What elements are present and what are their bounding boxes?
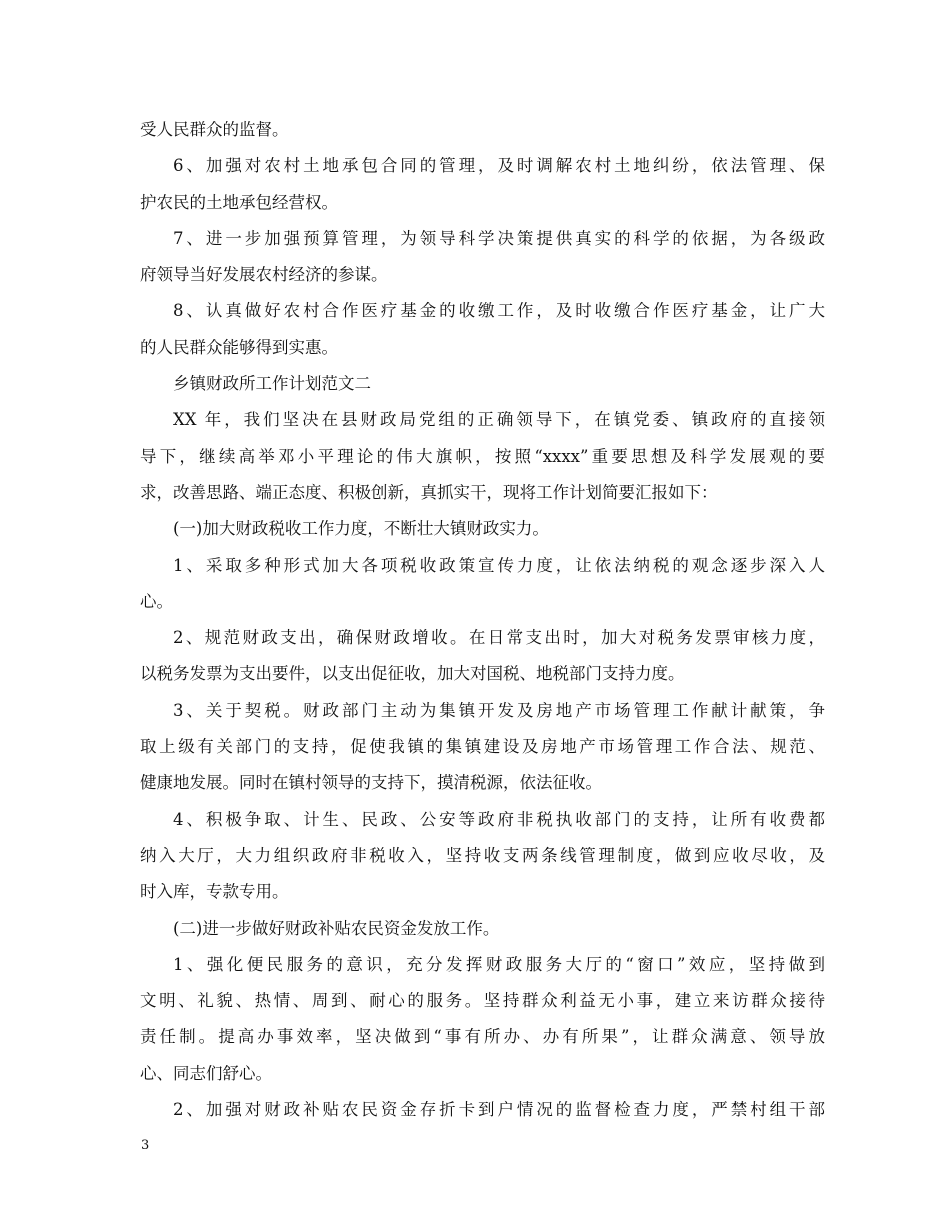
text-line: 6、加强对农村土地承包合同的管理，及时调解农村土地纠纷，依法管理、保 (173, 156, 825, 176)
text-line: 受人民群众的监督。 (140, 120, 289, 139)
text-line: 7、进一步加强预算管理，为领导科学决策提供真实的科学的依据，为各级政 (173, 228, 825, 248)
text-line: 2、加强对财政补贴农民资金存折卡到户情况的监督检查力度，严禁村组干部 (173, 1100, 825, 1120)
text-line: 1、采取多种形式加大各项税收政策宣传力度，让依法纳税的观念逐步深入人 (173, 555, 825, 575)
text-line: 健康地发展。同时在镇村领导的支持下，摸清税源，依法征收。 (140, 773, 602, 793)
text-line: 1、强化便民服务的意识，充分发挥财政服务大厅的“窗口”效应，坚持做到 (173, 954, 825, 974)
text-line: 府领导当好发展农村经济的参谋。 (140, 265, 388, 285)
text-line: 2、规范财政支出，确保财政增收。在日常支出时，加大对税务发票审核力度， (173, 628, 825, 648)
text-line: 文明、礼貌、热情、周到、耐心的服务。坚持群众利益无小事，建立来访群众接待 (140, 991, 825, 1011)
page-number: 3 (141, 1138, 150, 1153)
text-line: 8、认真做好农村合作医疗基金的收缴工作，及时收缴合作医疗基金，让广大 (173, 301, 825, 321)
document-body (140, 112, 825, 1128)
text-line: 3、关于契税。财政部门主动为集镇开发及房地产市场管理工作献计献策，争 (173, 700, 825, 720)
text-line: 心。 (140, 591, 173, 611)
text-line: (一)加大财政税收工作力度，不断壮大镇财政实力。 (173, 519, 549, 539)
text-line: (二)进一步做好财政补贴农民资金发放工作。 (173, 918, 500, 938)
text-line: 的人民群众能够得到实惠。 (140, 337, 338, 357)
text-line: 求，改善思路、端正态度、积极创新，真抓实干，现将工作计划简要汇报如下： (140, 482, 718, 502)
text-line: 纳入大厅，大力组织政府非税收入，坚持收支两条线管理制度，做到应收尽收，及 (140, 845, 825, 865)
text-line: 取上级有关部门的支持，促使我镇的集镇建设及房地产市场管理工作合法、规范、 (140, 737, 825, 757)
text-line: 责任制。提高办事效率，坚决做到“事有所办、办有所果”，让群众满意、领导放 (140, 1027, 825, 1047)
text-line: 心、同志们舒心。 (140, 1063, 272, 1083)
text-line: 护农民的土地承包经营权。 (140, 192, 338, 212)
text-line: 时入库，专款专用。 (140, 882, 289, 902)
text-line: 乡镇财政所工作计划范文二 (173, 374, 371, 394)
text-line: 4、积极争取、计生、民政、公安等政府非税执收部门的支持，让所有收费都 (173, 809, 825, 829)
text-line: 以税务发票为支出要件，以支出促征收，加大对国税、地税部门支持力度。 (140, 664, 685, 684)
text-line: XX 年，我们坚决在县财政局党组的正确领导下，在镇党委、镇政府的直接领 (173, 410, 825, 430)
text-line: 导下，继续高举邓小平理论的伟大旗帜，按照“xxxx”重要思想及科学发展观的要 (140, 446, 825, 466)
